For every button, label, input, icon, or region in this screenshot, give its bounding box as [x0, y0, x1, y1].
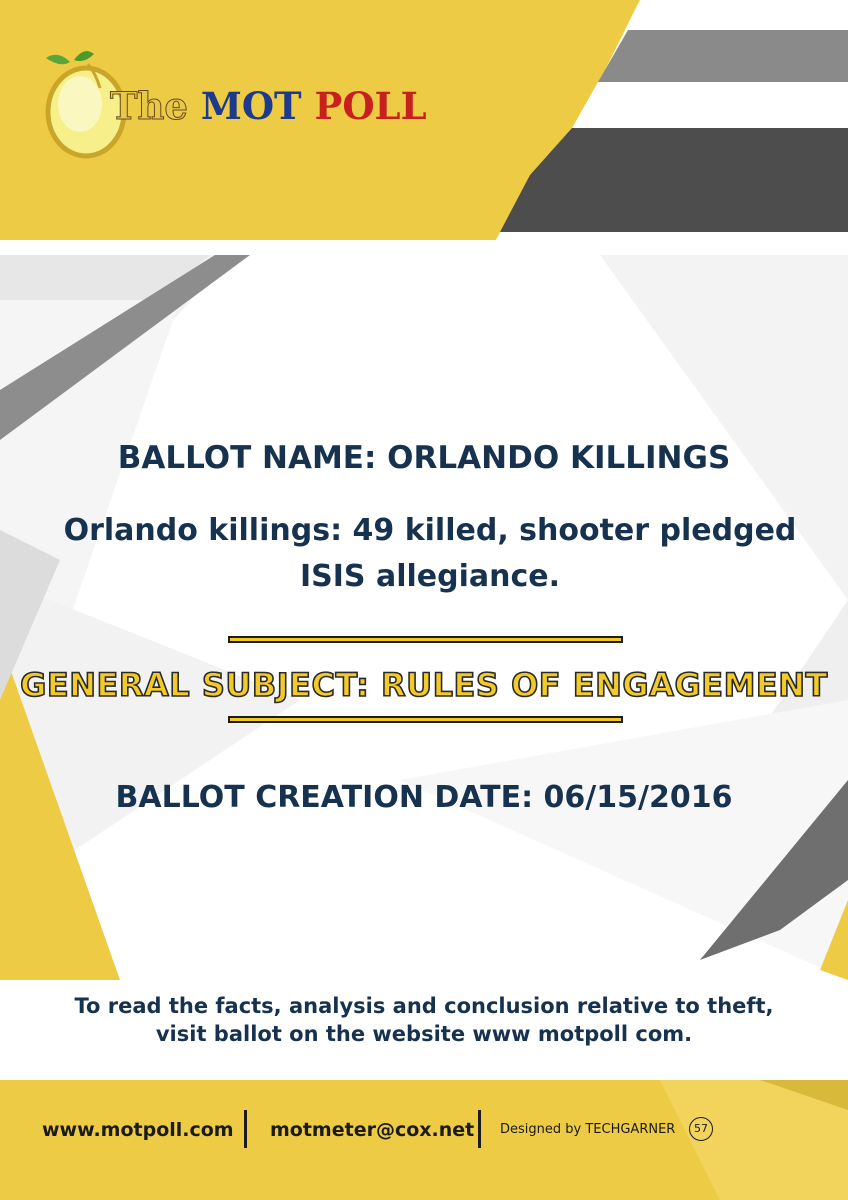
logo-the: The [110, 84, 188, 128]
footnote-line-1: To read the facts, analysis and conclusion relative to theft, [74, 994, 774, 1018]
ballot-creation-date: BALLOT CREATION DATE: 06/15/2016 [115, 780, 733, 815]
divider-bottom [228, 716, 623, 723]
footnote-line-2: visit ballot on the website www motpoll com. [155, 1022, 693, 1046]
logo-poll: POLL [314, 84, 427, 128]
logo-mot: MOT [200, 84, 302, 128]
footer-separator [244, 1110, 247, 1148]
footer-email-link[interactable]: motmeter@cox.net [270, 1119, 475, 1141]
designed-by: Designed by TECHGARNER [500, 1122, 676, 1137]
logo-title [110, 84, 427, 128]
ballot-description: Orlando killings: 49 killed, shooter pledged ISIS allegiance. [63, 513, 797, 594]
footer-separator [478, 1110, 481, 1148]
general-subject: GENERAL SUBJECT: RULES OF ENGAGEMENT [20, 666, 828, 704]
footnote [0, 992, 848, 1048]
footer-website-link[interactable]: www.motpoll.com [42, 1119, 234, 1141]
ballot-name: BALLOT NAME: ORLANDO KILLINGS [117, 440, 731, 476]
page-number: 57 [689, 1117, 713, 1141]
divider-top [228, 636, 623, 643]
